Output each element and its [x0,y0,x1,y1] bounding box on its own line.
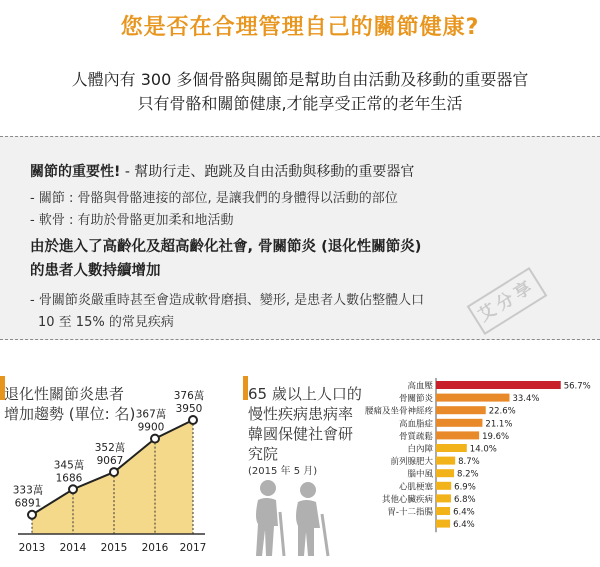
point-label-top: 376萬 [173,389,205,402]
bar-category-label: 腦中風 [407,469,433,480]
bar [436,457,455,465]
bar [436,444,467,452]
bar-value-label: 14.0% [469,444,497,455]
bar-category-label: 高血壓 [407,381,433,392]
right-chart-title-line-1: 65 歲以上人口的 [248,385,362,403]
point-label-bottom: 6891 [14,497,42,510]
bar-category-label: 高血脂症 [398,419,433,430]
bar-category-label: 白內障 [407,444,433,455]
bar-category-label: 骨質疏鬆 [398,431,433,442]
bar-category-label: 前列腺肥大 [390,457,433,468]
bar-category-label: 腰痛及坐骨神經疼 [364,406,433,417]
intro-line-1: 人體內有 300 多個骨骼與關節是幫助自由活動及移動的重要器官 [71,70,529,89]
page-title: 您是否在合理管理自己的關節健康? [120,15,480,40]
bar-value-label: 33.4% [512,394,540,405]
point-label-bottom: 3950 [175,402,203,415]
point-label-bottom: 1686 [55,472,83,485]
bar-value-label: 21.1% [485,419,513,430]
point-label-top: 345萬 [53,459,85,472]
bar-value-label: 8.2% [457,469,479,480]
point-label-top: 352萬 [94,442,126,455]
x-tick-label: 2016 [141,542,169,554]
point-label-top: 367萬 [135,408,167,421]
disease-bar-chart [340,375,600,555]
bar-value-label: 6.9% [454,482,476,493]
info-heading-rest: - 幫助行走、跑跳及自由活動與移動的重要器官 [120,164,415,180]
data-point [151,435,159,443]
elderly-people-icon [246,478,336,558]
right-chart-date: (2015 年 5 月) [248,466,318,477]
x-tick-label: 2013 [18,542,46,554]
x-tick-label: 2014 [59,542,87,554]
info-line-joint: - 關節 : 骨骼與骨骼連接的部位, 是讓我們的身體得以活動的部位 [30,191,398,206]
bar-value-label: 6.4% [453,507,475,518]
bar-category-label: 其他心臟疾病 [381,494,433,505]
info-line-osteoarthritis: - 骨關節炎嚴重時甚至會造成軟骨磨損、變形, 是患者人數佔整體人口 [30,293,425,308]
bar-value-label: 22.6% [488,406,516,417]
right-chart-title-line-2: 慢性疾病患病率 [248,405,354,423]
bar-category-label: 胃-十二指腸 [387,507,433,518]
left-chart-title-line-2: 增加趨勢 (單位: 名) [4,405,136,423]
right-chart-title-line-4: 究院 [248,445,279,463]
data-point [69,485,77,493]
bar [436,381,561,389]
x-tick-label: 2017 [179,542,207,554]
right-chart-title-line-3: 韓國保健社會研 [248,425,354,443]
bar-category-label: 骨關節炎 [398,394,433,405]
trend-area-chart [0,372,230,567]
point-label-top: 333萬 [12,484,44,497]
info-heading-bold: 關節的重要性! [30,164,121,180]
bar [436,419,482,427]
point-label-bottom: 9900 [137,421,165,434]
info-line-percentage: 10 至 15% 的常見疾病 [38,315,174,330]
bar [436,520,450,528]
data-point [110,468,118,476]
bar [436,482,451,490]
point-label-bottom: 9067 [96,455,124,468]
bar-value-label: 6.4% [453,520,475,531]
bar-value-label: 19.6% [482,431,510,442]
bar-value-label: 8.7% [458,457,480,468]
bar-value-label: 6.8% [453,494,476,505]
x-tick-label: 2015 [100,542,128,554]
intro-line-2: 只有骨骼和關節健康,才能享受正常的老年生活 [137,94,463,113]
info-line-cartilage: - 軟骨 : 有助於骨骼更加柔和地活動 [30,213,234,228]
bar [436,394,509,402]
data-point [28,511,36,519]
info-heading [30,161,414,181]
bar [436,431,479,439]
watermark-stamp: 艾分享 [467,267,548,335]
info-subheading-1: 由於進入了高齡化及超高齡化社會, 骨關節炎 (退化性關節炎) [30,239,422,255]
data-point [189,416,197,424]
bar [436,507,450,515]
bar-category-label: 心肌梗塞 [398,482,433,493]
left-chart-title-line-1: 退化性關節炎患者 [4,385,125,403]
bar [436,406,486,414]
bar [436,469,454,477]
bar [436,494,451,502]
intro-text [0,68,600,116]
bar-value-label: 56.7% [563,381,591,392]
info-subheading-2: 的患者人數持續增加 [30,263,161,279]
